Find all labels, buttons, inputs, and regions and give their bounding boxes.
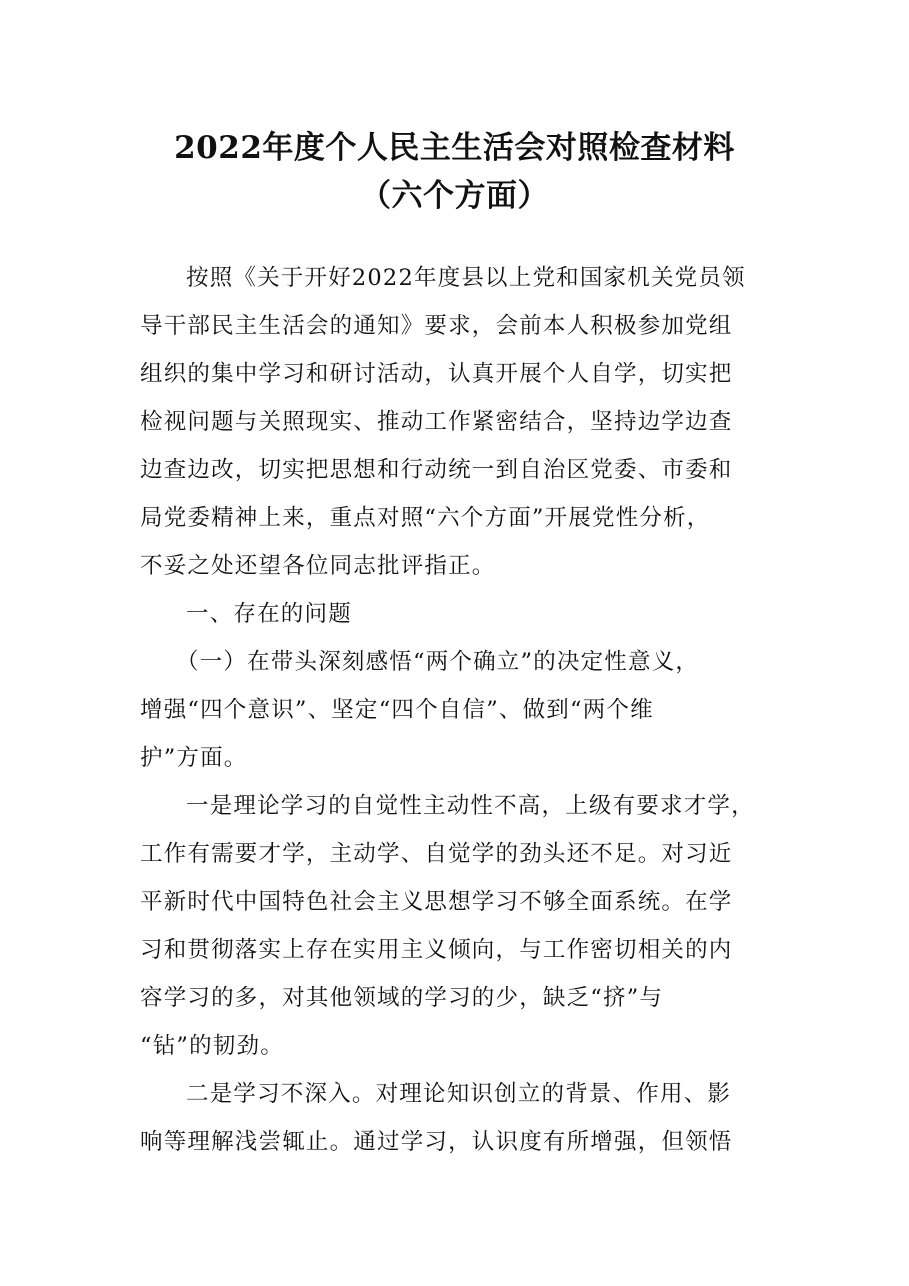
document-title: 2022年度个人民主生活会对照检查材料 bbox=[174, 130, 735, 166]
paragraph-intro-line: 按照《关于开好2022年度县以上党和国家机关党员领 bbox=[186, 265, 746, 291]
paragraph-point-one-line: 平新时代中国特色社会主义思想学习不够全面系统。在学 bbox=[140, 889, 733, 915]
subsection-heading-line: （一）在带头深刻感悟“两个确立”的决定性意义， bbox=[176, 649, 700, 675]
paragraph-intro-line: 检视问题与关照现实、推动工作紧密结合，坚持边学边查 bbox=[140, 409, 733, 435]
paragraph-intro-line: 边查边改，切实把思想和行动统一到自治区党委、市委和 bbox=[140, 457, 733, 483]
subsection-heading-line: 护”方面。 bbox=[140, 745, 248, 771]
paragraph-intro-line: 组织的集中学习和研讨活动，认真开展个人自学，切实把 bbox=[140, 361, 733, 387]
document-body bbox=[140, 254, 780, 1166]
paragraph-point-two-line: 二是学习不深入。对理论知识创立的背景、作用、影 bbox=[186, 1081, 732, 1107]
paragraph-intro-line: 局党委精神上来，重点对照“六个方面”开展党性分析， bbox=[140, 505, 711, 531]
paragraph-point-one-line: 工作有需要才学，主动学、自觉学的劲头还不足。对习近 bbox=[140, 841, 733, 867]
paragraph-point-one-line: 一是理论学习的自觉性主动性不高，上级有要求才学， bbox=[186, 793, 755, 819]
paragraph-point-two-line: 响等理解浅尝辄止。通过学习，认识度有所增强，但领悟 bbox=[140, 1129, 733, 1155]
paragraph-point-one-line: “钻”的韧劲。 bbox=[140, 1033, 284, 1059]
paragraph-intro-line: 导干部民主生活会的通知》要求，会前本人积极参加党组 bbox=[140, 313, 733, 339]
paragraph-point-one-line: 习和贯彻落实上存在实用主义倾向，与工作密切相关的内 bbox=[140, 937, 733, 963]
section-heading: 一、存在的问题 bbox=[186, 601, 352, 627]
subsection-heading-line: 增强“四个意识”、坚定“四个自信”、做到“两个维 bbox=[140, 697, 654, 723]
paragraph-intro-line: 不妥之处还望各位同志批评指正。 bbox=[140, 553, 496, 579]
document-subtitle: （六个方面） bbox=[360, 178, 549, 214]
paragraph-point-one-line: 容学习的多，对其他领域的学习的少，缺乏“挤”与 bbox=[140, 985, 664, 1011]
